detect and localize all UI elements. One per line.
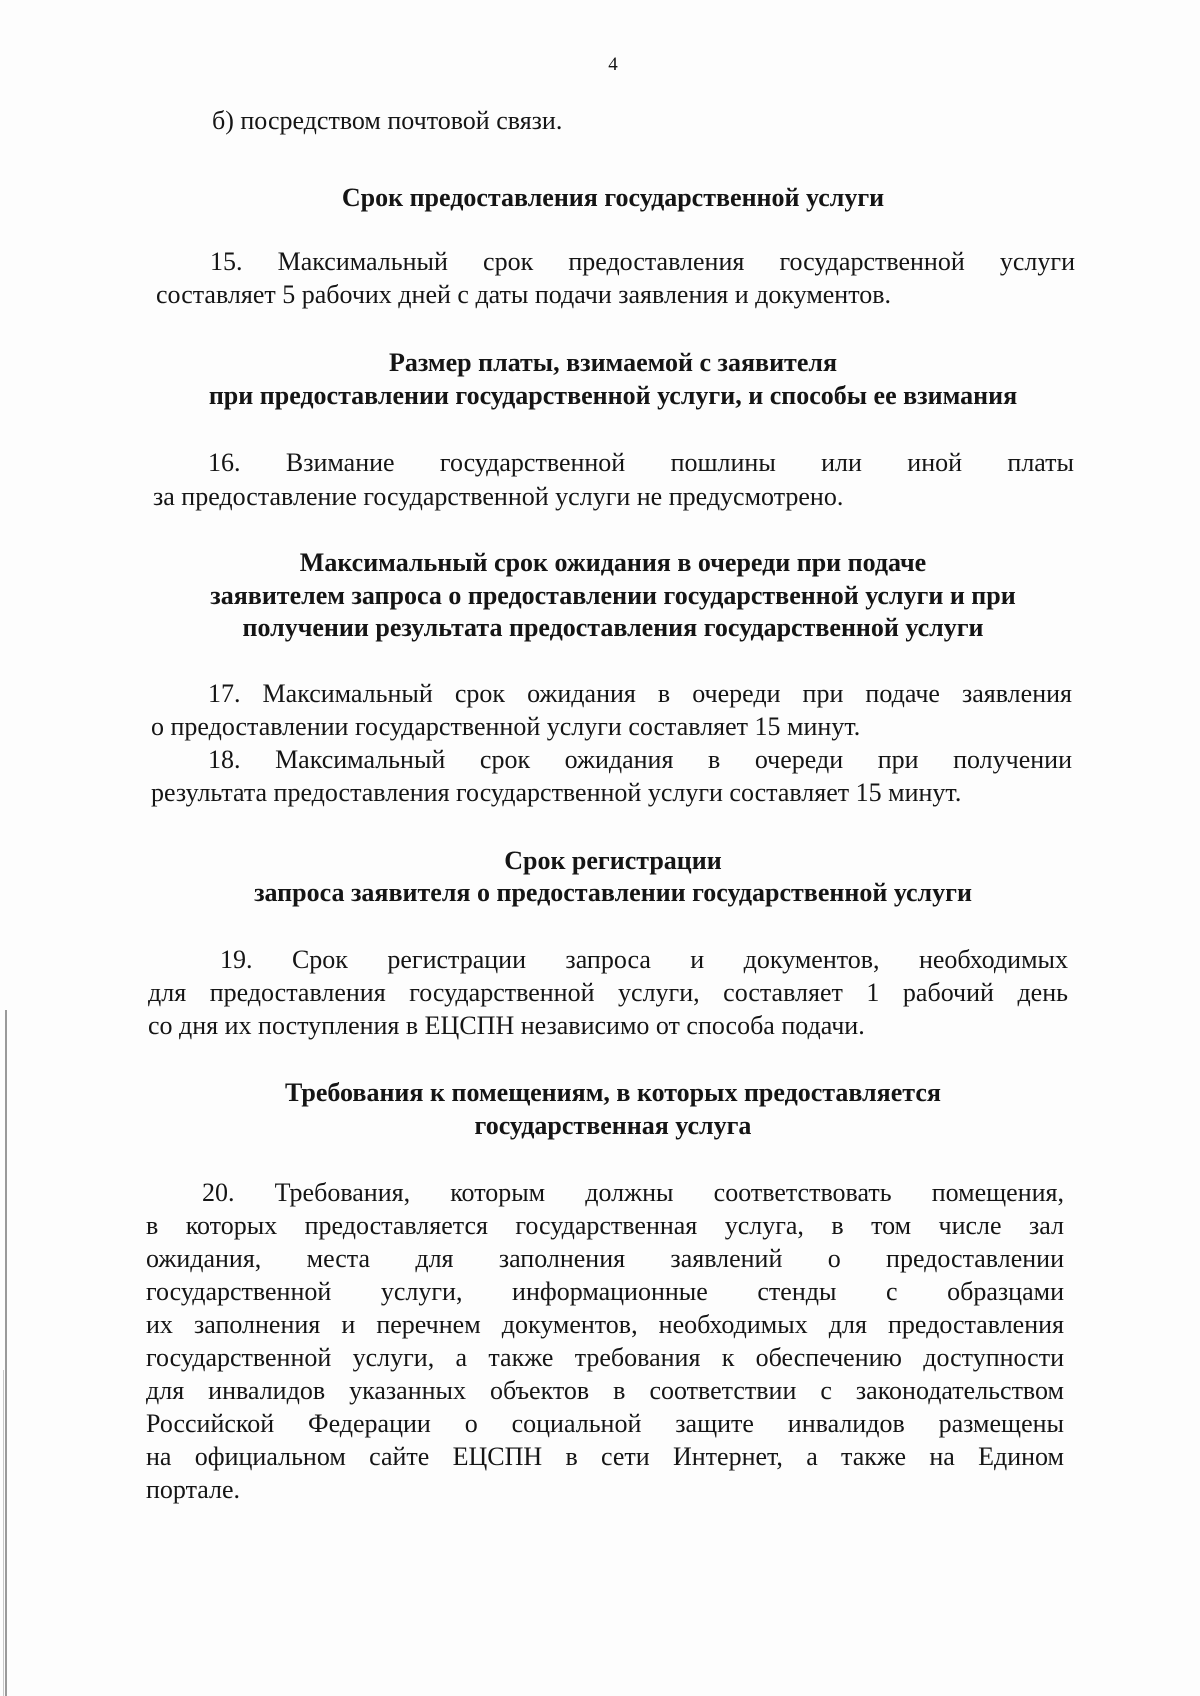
- paragraph-20-line-4: государственной услуги, информационные стенды с образцами: [146, 1277, 1064, 1306]
- section-heading-queue-line-1: Максимальный срок ожидания в очереди при подаче: [299, 548, 927, 577]
- paragraph-20-line-5: их заполнения и перечнем документов, необходимых для предоставления: [146, 1310, 1064, 1339]
- paragraph-15-line-2: составляет 5 рабочих дней с даты подачи заявления и документов.: [156, 280, 892, 309]
- section-heading-premises-line-1: Требования к помещениям, в которых предоставляется: [285, 1078, 941, 1107]
- section-heading-fee-line-1: Размер платы, взимаемой с заявителя: [388, 348, 838, 377]
- paragraph-20-line-8: Российской Федерации о социальной защите инвалидов размещены: [146, 1409, 1064, 1438]
- section-heading-premises-line-2: государственная услуга: [474, 1111, 752, 1140]
- paragraph-20-line-2: в которых предоставляется государственная услуга, в том числе зал: [146, 1211, 1064, 1240]
- paragraph-17-line-1: 17. Максимальный срок ожидания в очереди при подаче заявления: [208, 679, 1072, 708]
- scan-edge-line-faint: [3, 1370, 4, 1696]
- section-heading-queue-line-3: получении результата предоставления государственной услуги: [242, 613, 984, 642]
- paragraph-18-line-1: 18. Максимальный срок ожидания в очереди при получении: [208, 745, 1072, 774]
- paragraph-20-line-3: ожидания, места для заполнения заявлений о предоставлении: [146, 1244, 1064, 1273]
- paragraph-18-line-2: результата предоставления государственной услуги составляет 15 минут.: [151, 778, 962, 807]
- paragraph-16-line-1: 16. Взимание государственной пошлины или иной платы: [208, 448, 1074, 477]
- paragraph-17-line-2: о предоставлении государственной услуги составляет 15 минут.: [151, 712, 861, 741]
- section-heading-registration-line-1: Срок регистрации: [504, 846, 722, 875]
- section-heading-registration-line-2: запроса заявителя о предоставлении государственной услуги: [254, 878, 972, 907]
- paragraph-20-line-7: для инвалидов указанных объектов в соответствии с законодательством: [146, 1376, 1064, 1405]
- paragraph-15-line-1: 15. Максимальный срок предоставления государственной услуги: [210, 247, 1075, 276]
- paragraph-19-line-2: для предоставления государственной услуги, составляет 1 рабочий день: [148, 978, 1068, 1007]
- intro-line: б) посредством почтовой связи.: [212, 106, 563, 135]
- paragraph-20-line-9: на официальном сайте ЕЦСПН в сети Интернет, а также на Едином: [146, 1442, 1064, 1471]
- paragraph-16-line-2: за предоставление государственной услуги не предусмотрено.: [153, 482, 844, 511]
- paragraph-20-line-10: портале.: [146, 1475, 241, 1504]
- paragraph-19-line-3: со дня их поступления в ЕЦСПН независимо от способа подачи.: [148, 1011, 865, 1040]
- paragraph-20-line-6: государственной услуги, а также требования к обеспечению доступности: [146, 1343, 1064, 1372]
- paragraph-19-line-1: 19. Срок регистрации запроса и документов, необходимых: [220, 945, 1068, 974]
- section-heading-queue-line-2: заявителем запроса о предоставлении государственной услуги и при: [210, 581, 1016, 610]
- section-heading-fee-line-2: при предоставлении государственной услуги, и способы ее взимания: [208, 381, 1018, 410]
- page-number: 4: [608, 54, 618, 75]
- section-heading-term: Срок предоставления государственной услуги: [341, 183, 885, 212]
- paragraph-20-line-1: 20. Требования, которым должны соответствовать помещения,: [202, 1178, 1064, 1207]
